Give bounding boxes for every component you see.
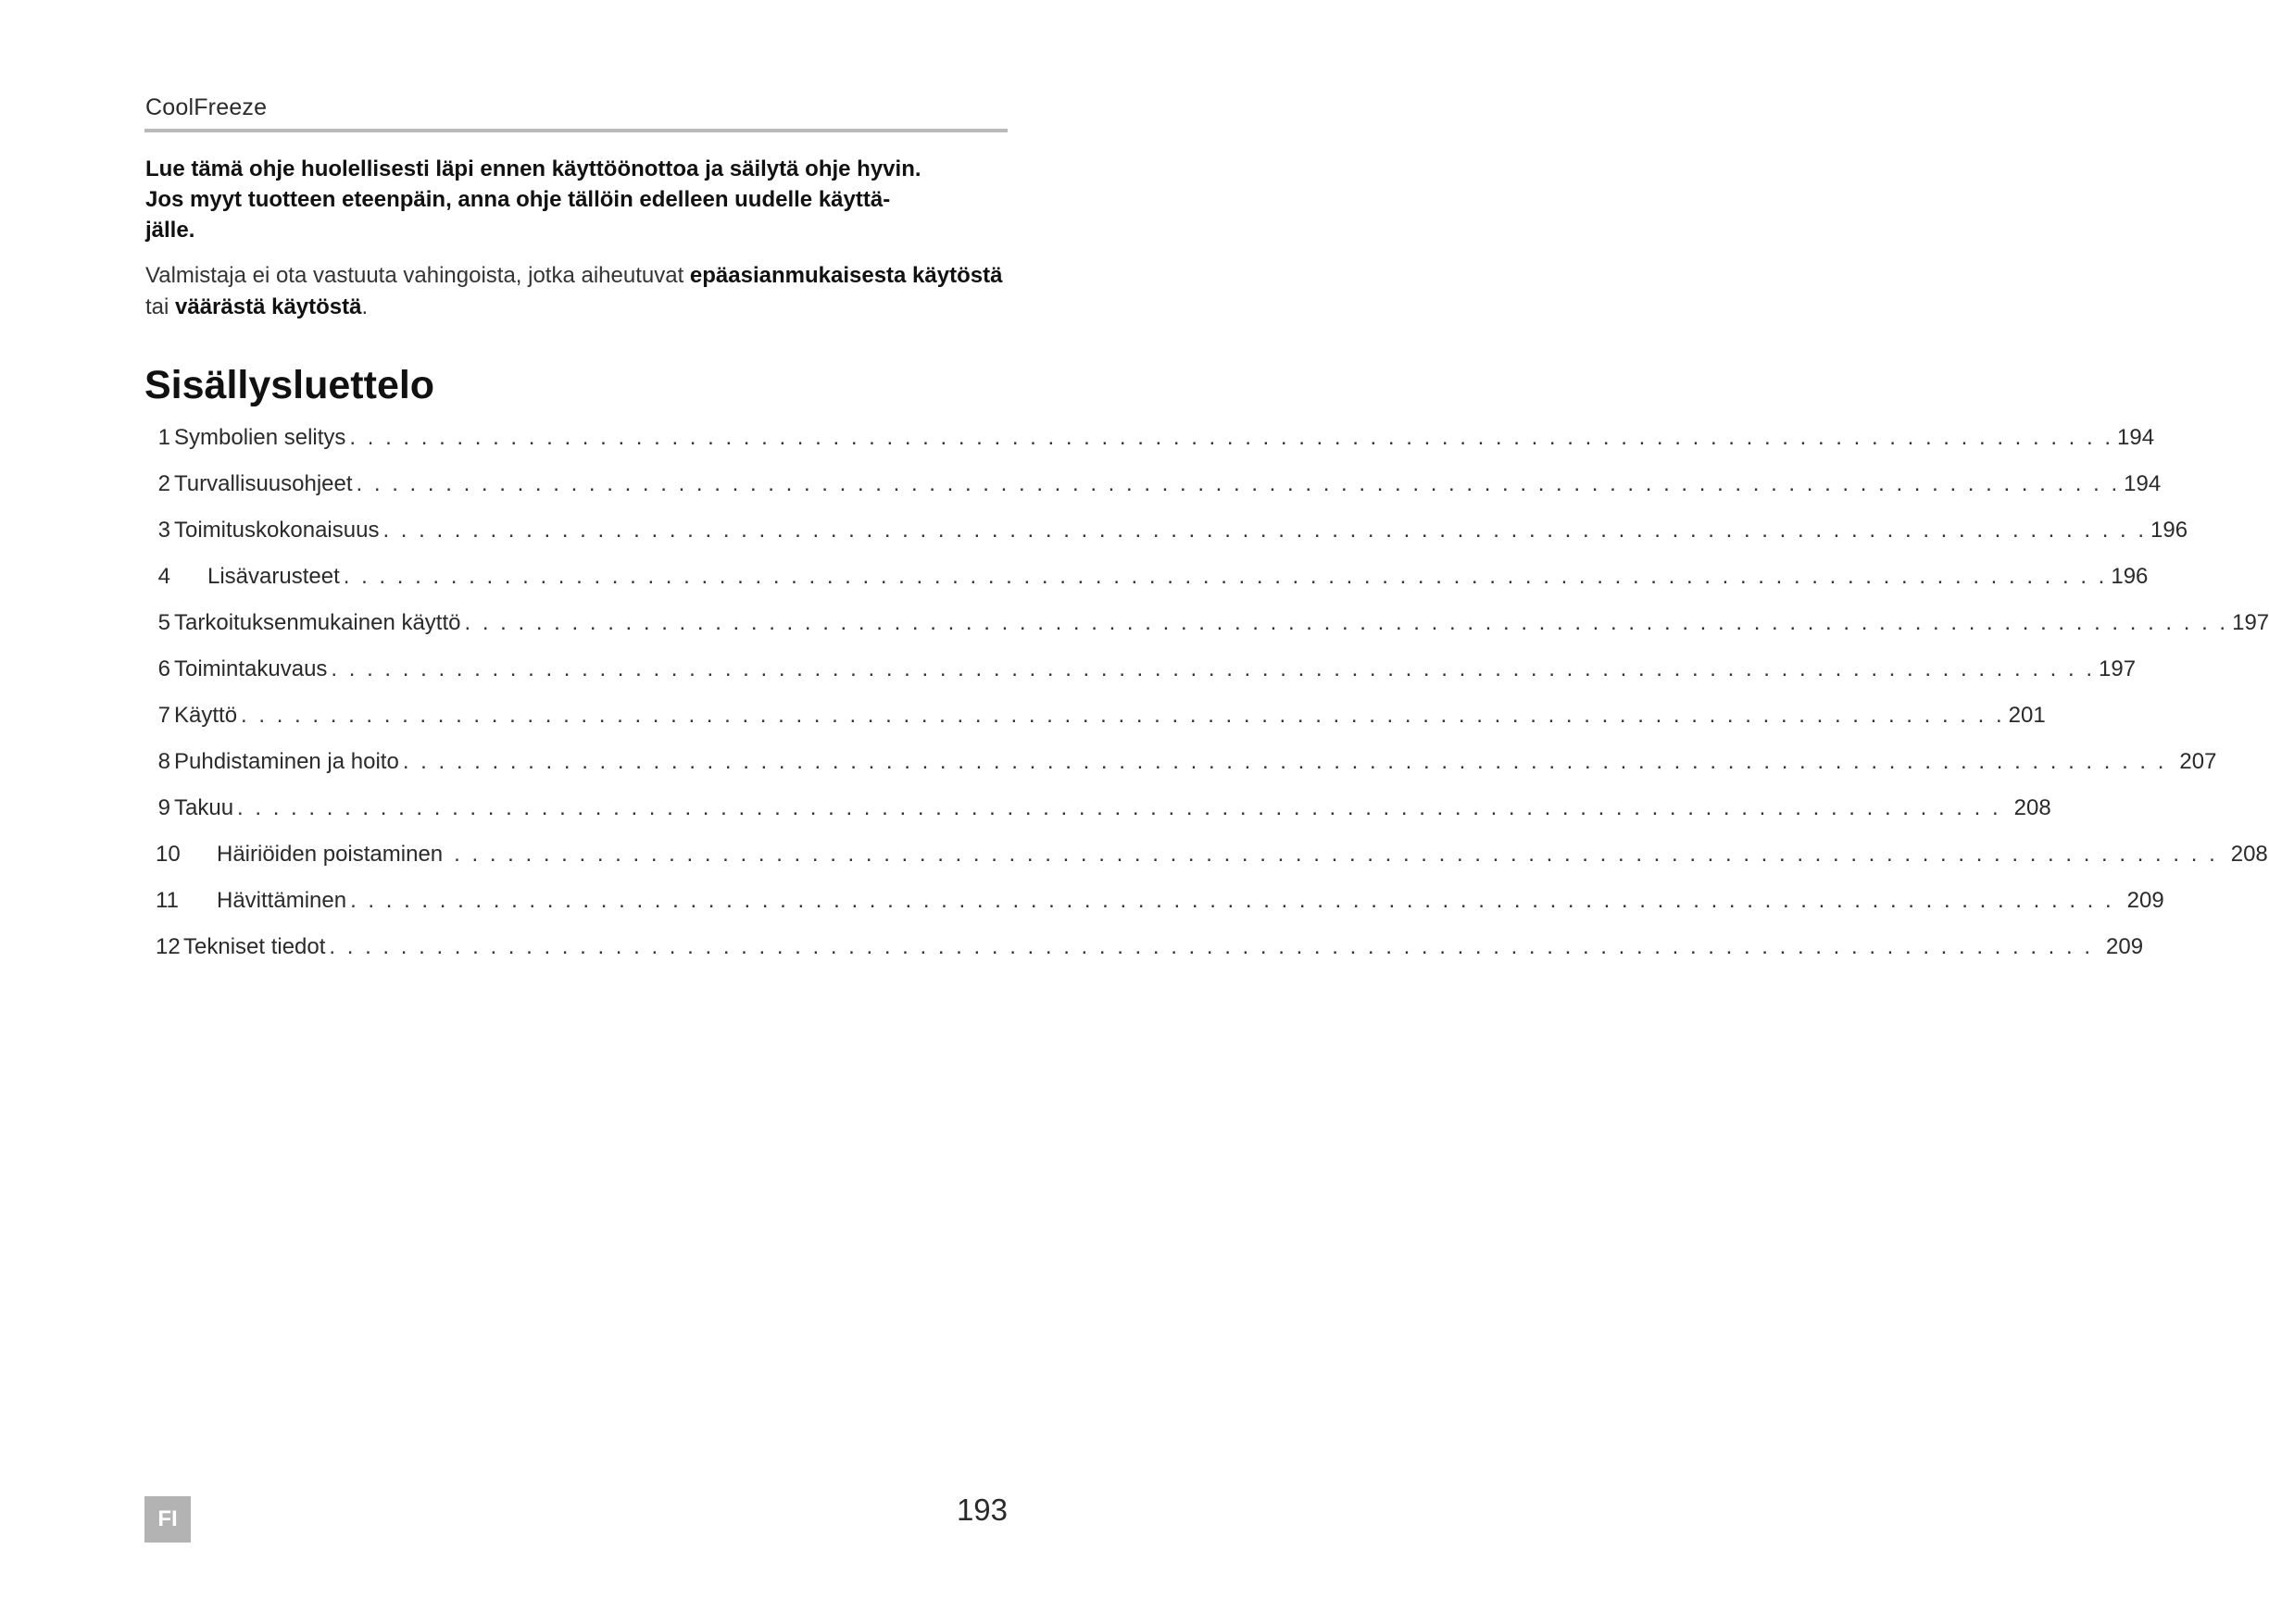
intro-line: Lue tämä ohje huolellisesti läpi ennen käyttöönottoa ja säilytä ohje hyvin.	[145, 156, 921, 181]
toc-entry-operation[interactable]	[152, 703, 2046, 736]
toc-leader-dots: . . . . . . . . . . . . . . . . . . . . . . . . . . . . . . . . . . . . . . . . . . . . . . . . . . . . . . . . . . . . . . . . . . . . . . . . . . . . . . . . . . . . . . . . . . . . . . . . . . .	[331, 656, 2096, 681]
toc-entry-page: 208	[2230, 842, 2268, 867]
header-divider	[144, 129, 1008, 132]
toc-entry-number: 2	[157, 471, 170, 496]
toc-entry-number: 1	[157, 425, 170, 450]
disclaimer-emphasis: väärästä käytöstä	[175, 294, 362, 319]
disclaimer-text: .	[361, 294, 369, 319]
toc-entry-page: 208	[2013, 795, 2051, 820]
toc-leader-dots: . . . . . . . . . . . . . . . . . . . . . . . . . . . . . . . . . . . . . . . . . . . . . . . . . . . . . . . . . . . . . . . . . . . . . . . . . . . . . . . . . . . . . . . . . . . . . . . . . . .	[356, 471, 2121, 496]
toc-entry-page: 197	[2232, 610, 2269, 635]
toc-leader-dots: . . . . . . . . . . . . . . . . . . . . . . . . . . . . . . . . . . . . . . . . . . . . . . . . . . . . . . . . . . . . . . . . . . . . . . . . . . . . . . . . . . . . . . . . . . . . . . . . . . .	[402, 749, 2167, 774]
toc-entry-page: 194	[2117, 425, 2155, 450]
toc-entry-delivery[interactable]	[152, 518, 2188, 551]
toc-title: Sisällysluettelo	[144, 363, 435, 407]
toc-entry-number: 9	[157, 795, 170, 820]
toc-entry-number: 11	[156, 888, 179, 913]
toc-entry-number: 7	[157, 703, 170, 728]
toc-entry-function[interactable]	[152, 656, 2137, 690]
toc-entry-label: Tekniset tiedot	[183, 934, 326, 959]
intro-line: Jos myyt tuotteen eteenpäin, anna ohje tällöin edelleen uudelle käyttä-	[145, 187, 891, 212]
toc-entry-warranty[interactable]	[152, 795, 2051, 829]
page-number: 193	[956, 1493, 1008, 1527]
header-brand: CoolFreeze	[145, 94, 268, 120]
toc-entry-page: 197	[2099, 656, 2137, 681]
toc-entry-symbols[interactable]	[152, 425, 2155, 458]
toc-entry-page: 201	[2008, 703, 2046, 728]
toc-entry-page: 209	[2106, 934, 2144, 959]
toc-entry-intended-use[interactable]	[152, 610, 2269, 643]
toc-entry-troubleshooting[interactable]	[152, 842, 2268, 875]
toc-entry-label: Tarkoituksenmukainen käyttö	[174, 610, 461, 635]
toc-leader-dots: . . . . . . . . . . . . . . . . . . . . . . . . . . . . . . . . . . . . . . . . . . . . . . . . . . . . . . . . . . . . . . . . . . . . . . . . . . . . . . . . . . . . . . . . . . . . . . . . . . .	[241, 703, 2005, 728]
toc-entry-label: Häiriöiden poistaminen	[217, 842, 444, 867]
toc-entry-page: 209	[2126, 888, 2164, 913]
toc-entry-accessories[interactable]	[152, 564, 2149, 597]
toc-entry-number: 6	[157, 656, 170, 681]
toc-entry-page: 207	[2179, 749, 2217, 774]
toc-entry-label: Toimintakuvaus	[174, 656, 328, 681]
toc-leader-dots: . . . . . . . . . . . . . . . . . . . . . . . . . . . . . . . . . . . . . . . . . . . . . . . . . . . . . . . . . . . . . . . . . . . . . . . . . . . . . . . . . . . . . . . . . . . . . . . . . . .	[464, 610, 2229, 635]
toc-entry-label: Takuu	[174, 795, 234, 820]
disclaimer-emphasis: epäasianmukaisesta käytöstä	[689, 263, 1003, 288]
toc-entry-number: 8	[157, 749, 170, 774]
toc-entry-label: Turvallisuusohjeet	[174, 471, 353, 496]
toc-entry-cleaning[interactable]	[152, 749, 2217, 782]
toc-leader-dots: . . . . . . . . . . . . . . . . . . . . . . . . . . . . . . . . . . . . . . . . . . . . . . . . . . . . . . . . . . . . . . . . . . . . . . . . . . . . . . . . . . . . . . . . . . . . . . . . . . .	[237, 795, 2001, 820]
toc-leader-dots: . . . . . . . . . . . . . . . . . . . . . . . . . . . . . . . . . . . . . . . . . . . . . . . . . . . . . . . . . . . . . . . . . . . . . . . . . . . . . . . . . . . . . . . . . . . . . . . . . . .	[349, 425, 2113, 450]
toc-leader-dots: . . . . . . . . . . . . . . . . . . . . . . . . . . . . . . . . . . . . . . . . . . . . . . . . . . . . . . . . . . . . . . . . . . . . . . . . . . . . . . . . . . . . . . . . . . . . . . . . . . .	[343, 564, 2108, 589]
toc-entry-label: Käyttö	[174, 703, 238, 728]
toc-entry-number: 5	[157, 610, 170, 635]
language-badge: FI	[144, 1496, 191, 1543]
toc-entry-page: 196	[2150, 518, 2188, 543]
toc-entry-number: 12	[156, 934, 181, 959]
toc-entry-label: Symbolien selitys	[174, 425, 346, 450]
toc-entry-label: Puhdistaminen ja hoito	[174, 749, 399, 774]
disclaimer-text: tai	[145, 294, 176, 319]
disclaimer	[145, 260, 1016, 323]
toc-entry-number: 4	[157, 564, 170, 589]
toc-entry-number: 10	[156, 842, 181, 867]
toc-leader-dots: . . . . . . . . . . . . . . . . . . . . . . . . . . . . . . . . . . . . . . . . . . . . . . . . . . . . . . . . . . . . . . . . . . . . . . . . . . . . . . . . . . . . . . . . . . . . . . . . . . .	[350, 888, 2114, 913]
toc-entry-safety[interactable]	[152, 471, 2162, 505]
toc-entry-technical-data[interactable]	[152, 934, 2144, 968]
toc-entry-label: Hävittäminen	[217, 888, 347, 913]
toc-entry-disposal[interactable]	[152, 888, 2164, 921]
intro-notice	[145, 154, 1016, 245]
toc-entry-page: 194	[2124, 471, 2162, 496]
toc-entry-label: Lisävarusteet	[207, 564, 340, 589]
toc-entry-number: 3	[157, 518, 170, 543]
disclaimer-text: Valmistaja ei ota vastuuta vahingoista, jotka aiheutuvat	[145, 263, 690, 288]
toc-leader-dots: . . . . . . . . . . . . . . . . . . . . . . . . . . . . . . . . . . . . . . . . . . . . . . . . . . . . . . . . . . . . . . . . . . . . . . . . . . . . . . . . . . . . . . . . . . . . . . . . . . .	[382, 518, 2148, 543]
intro-line: jälle.	[145, 218, 195, 243]
toc-entry-page: 196	[2111, 564, 2149, 589]
toc-entry-label: Toimituskokonaisuus	[174, 518, 380, 543]
toc-leader-dots: . . . . . . . . . . . . . . . . . . . . . . . . . . . . . . . . . . . . . . . . . . . . . . . . . . . . . . . . . . . . . . . . . . . . . . . . . . . . . . . . . . . . . . . . . . . . . . . . . . .	[329, 934, 2094, 959]
toc-leader-dots: . . . . . . . . . . . . . . . . . . . . . . . . . . . . . . . . . . . . . . . . . . . . . . . . . . . . . . . . . . . . . . . . . . . . . . . . . . . . . . . . . . . . . . . . . . . . . . . . . . .	[454, 842, 2218, 867]
